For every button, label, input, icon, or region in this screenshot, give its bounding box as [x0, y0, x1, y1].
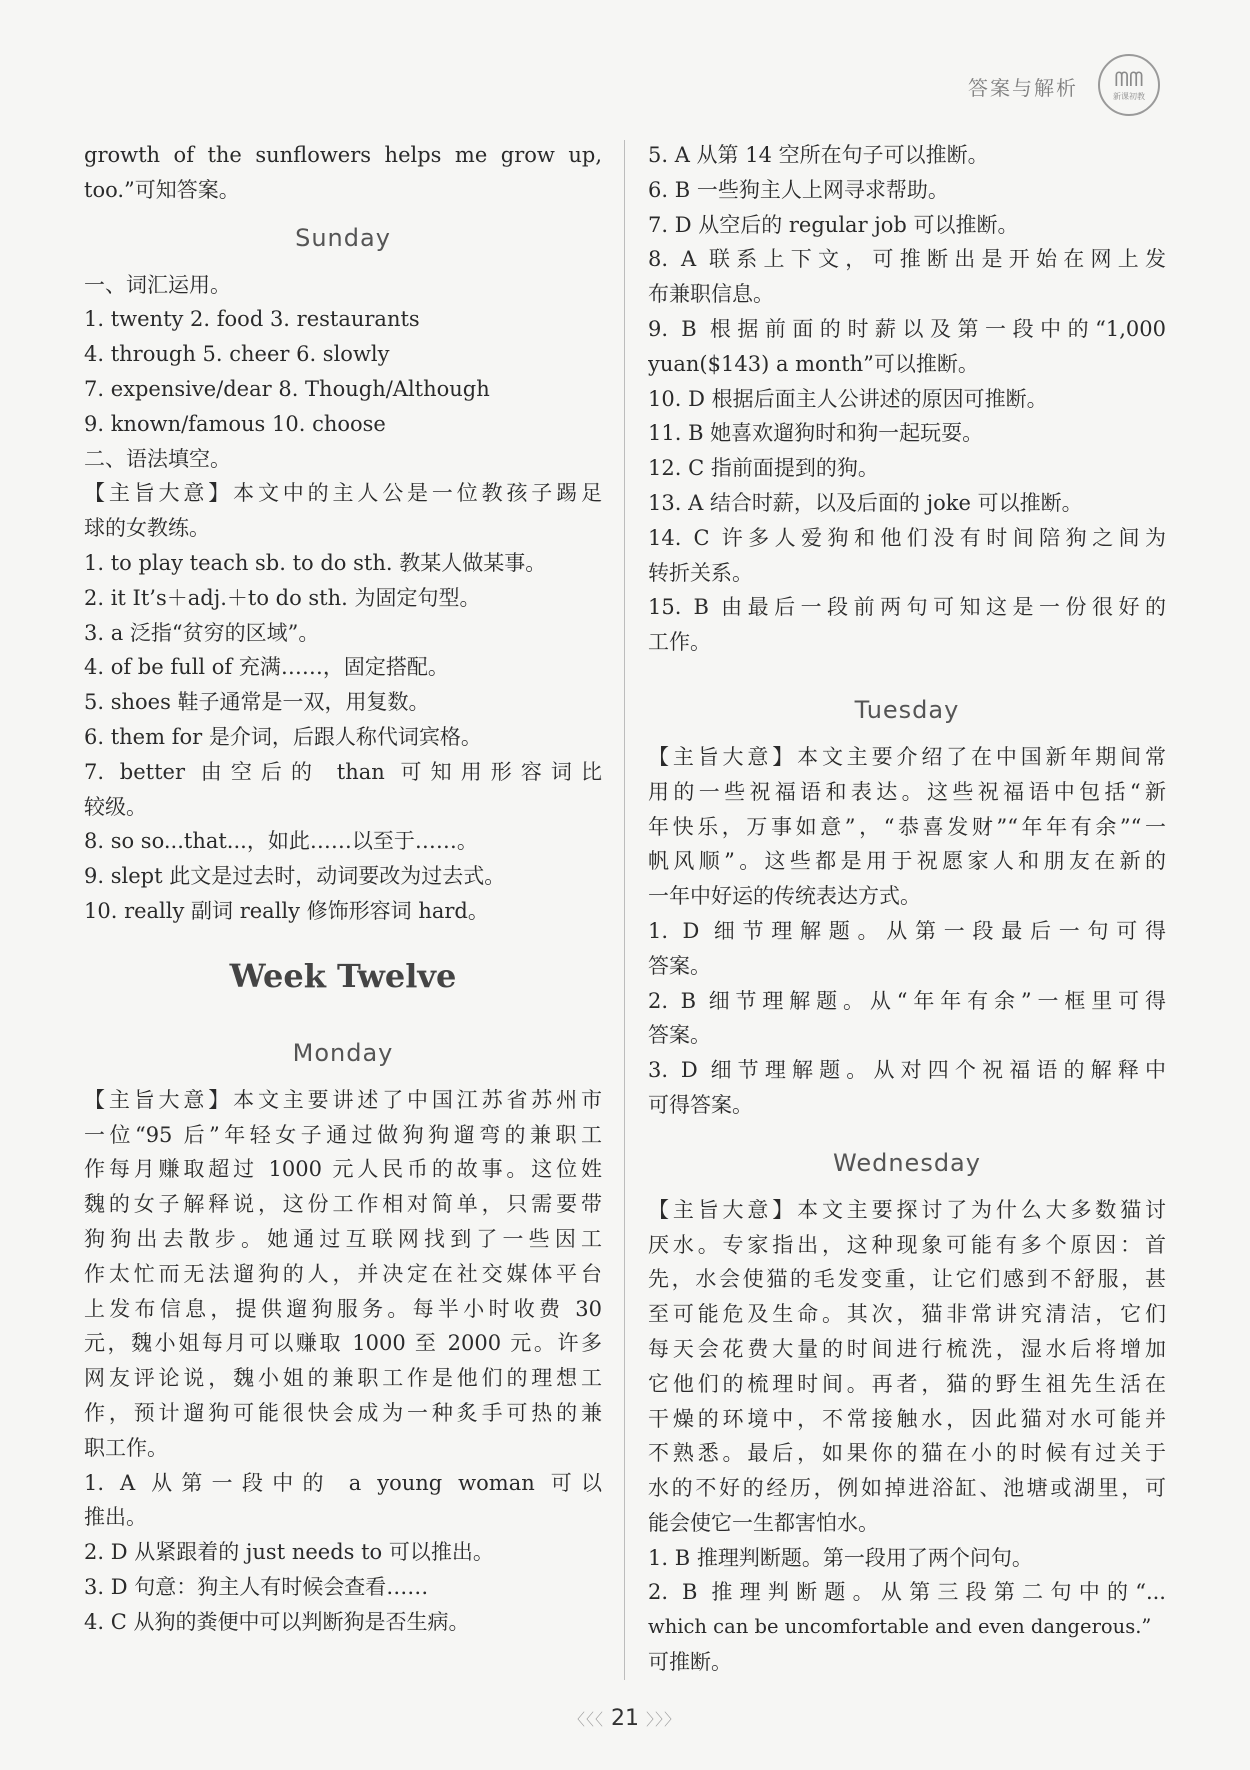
left-column	[84, 138, 602, 1639]
summary-line: 干燥的环境中，不常接触水，因此猫对水可能并	[648, 1406, 1166, 1431]
answer-line: 9. slept 此文是过去时，动词要改为过去式。	[84, 864, 506, 889]
section-heading-sunday: Sunday	[295, 223, 391, 252]
answer-line: which can be uncomfortable and even dangerous.”	[648, 1615, 1152, 1639]
answer-line: 2. B 细节理解题。从“年年有余”一框里可得	[648, 988, 1166, 1013]
right-column	[648, 138, 1166, 1680]
answer-line: 1. to play teach sb. to do sth. 教某人做某事。	[84, 550, 547, 575]
answer-line: 7. expensive/dear 8. Though/Although	[84, 376, 490, 401]
answer-line: 可得答案。	[648, 1092, 753, 1117]
summary-line: 球的女教练。	[84, 516, 210, 541]
answer-line: 13. A 结合时薪，以及后面的 joke 可以推断。	[648, 490, 1083, 515]
answer-line: 1. D 细节理解题。从第一段最后一句可得	[648, 918, 1166, 943]
summary-line: 网友评论说，魏小姐的兼职工作是他们的理想工	[84, 1366, 602, 1391]
summary-line: 【主旨大意】本文主要介绍了在中国新年期间常	[648, 744, 1166, 769]
summary-line: 作每月赚取超过 1000 元人民币的故事。这位姓	[84, 1157, 602, 1182]
week-heading: Week Twelve	[229, 956, 457, 995]
answer-line: 5. A 从第 14 空所在句子可以推断。	[648, 143, 989, 167]
answer-line: 1. A 从第一段中的 a young woman 可以	[84, 1470, 602, 1495]
monday-answers-continued	[648, 138, 1166, 660]
summary-line: 【主旨大意】本文主要探讨了为什么大多数猫讨	[648, 1197, 1166, 1222]
summary-line: 一年中好运的传统表达方式。	[648, 884, 921, 909]
answer-line: 3. D 句意：狗主人有时候会查看……	[84, 1574, 429, 1599]
section-heading-wednesday: Wednesday	[833, 1148, 981, 1177]
summary-line: 年快乐，万事如意”，“恭喜发财”“年年有余”“一	[648, 814, 1166, 839]
summary-line: 至可能危及生命。其次，猫非常讲究清洁，它们	[648, 1302, 1166, 1327]
subsection-title: 二、语法填空。	[84, 446, 231, 471]
answer-line: 推出。	[84, 1505, 147, 1530]
answer-line: 可推断。	[648, 1650, 732, 1675]
intro-block	[84, 138, 602, 208]
page-footer	[0, 1706, 1250, 1731]
logo-text: 新课初教	[1113, 91, 1145, 101]
answer-line: 答案。	[648, 1023, 711, 1048]
answer-line: 5. shoes 鞋子通常是一双，用复数。	[84, 690, 430, 715]
answer-line: 转折关系。	[648, 560, 753, 585]
column-divider	[624, 140, 625, 1680]
section-heading-monday: Monday	[292, 1038, 394, 1067]
text-line: too.”可知答案。	[84, 177, 240, 202]
answer-line: 3. a 泛指“贫穷的区域”。	[84, 620, 320, 645]
text-line: growth of the sunflowers helps me grow up,	[84, 143, 602, 167]
answer-line: 15. B 由最后一段前两句可知这是一份很好的	[648, 595, 1166, 620]
summary-line: 一位“95 后”年轻女子通过做狗狗遛弯的兼职工	[84, 1122, 602, 1147]
answer-line: 3. D 细节理解题。从对四个祝福语的解释中	[648, 1058, 1166, 1083]
answer-line: 2. B 推理判断题。从第三段第二句中的“...	[648, 1580, 1166, 1605]
summary-line: 帆风顺”。这些都是用于祝愿家人和朋友在新的	[648, 849, 1166, 874]
subsection-title: 一、词汇运用。	[84, 272, 231, 297]
answer-line: 11. B 她喜欢遛狗时和狗一起玩耍。	[648, 421, 984, 446]
answer-line: 9. known/famous 10. choose	[84, 411, 386, 436]
summary-line: 职工作。	[84, 1435, 168, 1460]
left-arrows-icon: 〈〈〈	[568, 1710, 604, 1729]
answer-line: 1. B 推理判断题。第一段用了两个问句。	[648, 1545, 1033, 1570]
right-arrows-icon: 〉〉〉	[646, 1710, 682, 1729]
answer-line: 6. B 一些狗主人上网寻求帮助。	[648, 177, 949, 202]
sunday-answers	[84, 268, 602, 929]
answer-line: 4. through 5. cheer 6. slowly	[84, 342, 390, 367]
publisher-logo	[1098, 54, 1160, 116]
summary-line: 元，魏小姐每月可以赚取 1000 至 2000 元。许多	[84, 1331, 602, 1356]
summary-line: 【主旨大意】本文主要讲述了中国江苏省苏州市	[84, 1087, 602, 1112]
summary-line: 魏的女子解释说，这份工作相对简单，只需要带	[84, 1192, 602, 1217]
answer-line: yuan($143) a month”可以推断。	[648, 351, 979, 376]
tuesday-answers	[648, 740, 1166, 1123]
answer-line: 2. it It’s＋adj.＋to do sth. 为固定句型。	[84, 585, 481, 610]
answer-line: 4. C 从狗的粪便中可以判断狗是否生病。	[84, 1609, 470, 1634]
answer-line: 8. A 联系上下文，可推断出是开始在网上发	[648, 247, 1166, 272]
summary-line: 水的不好的经历，例如掉进浴缸、池塘或湖里，可	[648, 1476, 1166, 1501]
answer-line: 9. B 根据前面的时薪以及第一段中的“1,000	[648, 316, 1166, 341]
summary-line: 每天会花费大量的时间进行梳洗，湿水后将增加	[648, 1336, 1166, 1361]
summary-line: 厌水。专家指出，这种现象可能有多个原因：首	[648, 1232, 1166, 1257]
summary-line: 上发布信息，提供遛狗服务。每半小时收费 30	[84, 1296, 602, 1321]
summary-line: 它他们的梳理时间。再者，猫的野生祖先生活在	[648, 1371, 1166, 1396]
answer-line: 12. C 指前面提到的狗。	[648, 456, 879, 481]
answer-line: 4. of be full of 充满……，固定搭配。	[84, 655, 449, 680]
answer-line: 较级。	[84, 794, 147, 819]
answer-line: 答案。	[648, 953, 711, 978]
summary-line: 作，预计遛狗可能很快会成为一种炙手可热的兼	[84, 1400, 602, 1425]
answer-line: 2. D 从紧跟着的 just needs to 可以推出。	[84, 1540, 494, 1565]
summary-line: 作太忙而无法遛狗的人，并决定在社交媒体平台	[84, 1261, 602, 1286]
answer-line: 14. C 许多人爱狗和他们没有时间陪狗之间为	[648, 525, 1166, 550]
summary-line: 能会使它一生都害怕水。	[648, 1510, 879, 1535]
answer-line: 6. them for 是介词，后跟人称代词宾格。	[84, 724, 482, 749]
answer-line: 布兼职信息。	[648, 282, 774, 307]
answer-line: 8. so so...that...，如此……以至于……。	[84, 829, 478, 854]
logo-mark-icon: ᗰᗰ	[1114, 66, 1144, 91]
answer-line: 10. really 副词 really 修饰形容词 hard。	[84, 898, 489, 923]
answer-line: 工作。	[648, 630, 711, 655]
answer-line: 1. twenty 2. food 3. restaurants	[84, 307, 420, 332]
monday-answers	[84, 1083, 602, 1640]
summary-line: 先，水会使猫的毛发变重，让它们感到不舒服，甚	[648, 1267, 1166, 1292]
running-header-title: 答案与解析	[968, 76, 1078, 100]
summary-line: 不熟悉。最后，如果你的猫在小的时候有过关于	[648, 1441, 1166, 1466]
summary-line: 狗狗出去散步。她通过互联网找到了一些因工	[84, 1226, 602, 1251]
wednesday-answers	[648, 1193, 1166, 1680]
summary-line: 【主旨大意】本文中的主人公是一位教孩子踢足	[84, 481, 602, 506]
section-heading-tuesday: Tuesday	[854, 695, 960, 724]
answer-line: 7. better 由空后的 than 可知用形容词比	[84, 759, 602, 784]
answer-line: 7. D 从空后的 regular job 可以推断。	[648, 212, 1019, 237]
answer-line: 10. D 根据后面主人公讲述的原因可推断。	[648, 386, 1048, 411]
summary-line: 用的一些祝福语和表达。这些祝福语中包括“新	[648, 779, 1166, 804]
page-number: 21	[611, 1706, 639, 1731]
